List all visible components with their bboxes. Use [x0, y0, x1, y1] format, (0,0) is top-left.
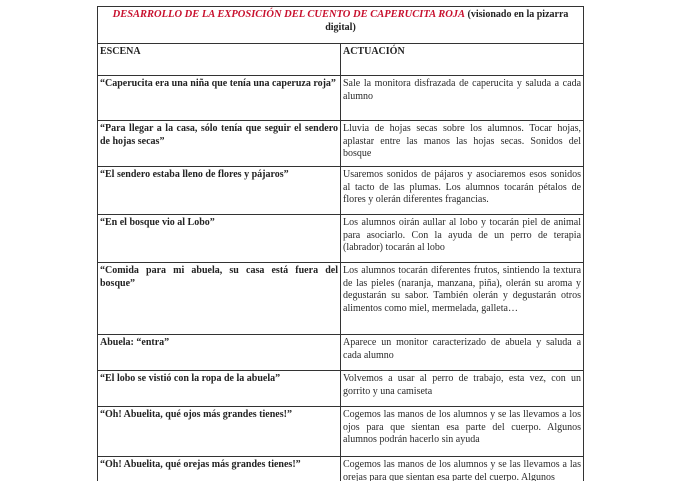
- table-row: [98, 371, 584, 407]
- actuacion-cell: Cogemos las manos de los alumnos y se las llevamos a las orejas para que sientan esa parte del cuerpo. Algunos: [341, 457, 584, 481]
- title-suffix: (visionado en la pizarra digital): [325, 9, 569, 33]
- title-main: DESARROLLO DE LA EXPOSICIÓN DEL CUENTO DE CAPERUCITA ROJA: [112, 9, 466, 20]
- escena-cell: “Comida para mi abuela, su casa está fuera del bosque”: [98, 263, 341, 335]
- actuacion-cell: Aparece un monitor caracterizado de abuela y saluda a cada alumno: [341, 335, 584, 371]
- table-row: [98, 263, 584, 335]
- table-row: [98, 121, 584, 167]
- table-row: [98, 335, 584, 371]
- table-row: [98, 215, 584, 263]
- actuacion-cell: Los alumnos oirán aullar al lobo y tocarán piel de animal para asociarlo. Con la ayuda de un perro de terapia (labrador) tocarán al lobo: [341, 215, 584, 263]
- escena-cell: “Oh! Abuelita, qué orejas más grandes tienes!”: [98, 457, 341, 481]
- table-row: [98, 167, 584, 215]
- actuacion-cell: Usaremos sonidos de pájaros y asociaremos esos sonidos al tacto de las plumas. Los alumnos tocarán pétalos de flores y olerán diferentes fragancias.: [341, 167, 584, 215]
- escena-cell: “Para llegar a la casa, sólo tenía que seguir el sendero de hojas secas”: [98, 121, 341, 167]
- actuacion-cell: Sale la monitora disfrazada de caperucita y saluda a cada alumno: [341, 76, 584, 121]
- header-row: [98, 44, 584, 76]
- escena-cell: “Caperucita era una niña que tenía una caperuza roja”: [98, 76, 341, 121]
- title-row: [98, 7, 584, 44]
- story-table: [97, 6, 584, 481]
- header-actuacion: ACTUACIÓN: [341, 44, 584, 76]
- actuacion-cell: Volvemos a usar al perro de trabajo, esta vez, con un gorrito y una camiseta: [341, 371, 584, 407]
- table-title: [98, 7, 584, 44]
- table-row: [98, 76, 584, 121]
- escena-cell: “El sendero estaba lleno de flores y pájaros”: [98, 167, 341, 215]
- actuacion-cell: Cogemos las manos de los alumnos y se las llevamos a los ojos para que sientan esa parte del cuerpo. Algunos alumnos podrán hacerlo sin ayuda: [341, 407, 584, 457]
- escena-cell: “El lobo se vistió con la ropa de la abuela”: [98, 371, 341, 407]
- escena-cell: Abuela: “entra”: [98, 335, 341, 371]
- escena-cell: “En el bosque vio al Lobo”: [98, 215, 341, 263]
- actuacion-cell: Lluvia de hojas secas sobre los alumnos. Tocar hojas, aplastar entre las manos las hojas secas. Sonidos del bosque: [341, 121, 584, 167]
- table-row: [98, 407, 584, 457]
- escena-cell: “Oh! Abuelita, qué ojos más grandes tienes!”: [98, 407, 341, 457]
- table-row: [98, 457, 584, 481]
- actuacion-cell: Los alumnos tocarán diferentes frutos, sintiendo la textura de las pieles (naranja, manzana, piña), olerán su aroma y degustarán su sabor. También olerán y degustarán otros alimentos como miel, mermelada, galleta…: [341, 263, 584, 335]
- header-escena: ESCENA: [98, 44, 341, 76]
